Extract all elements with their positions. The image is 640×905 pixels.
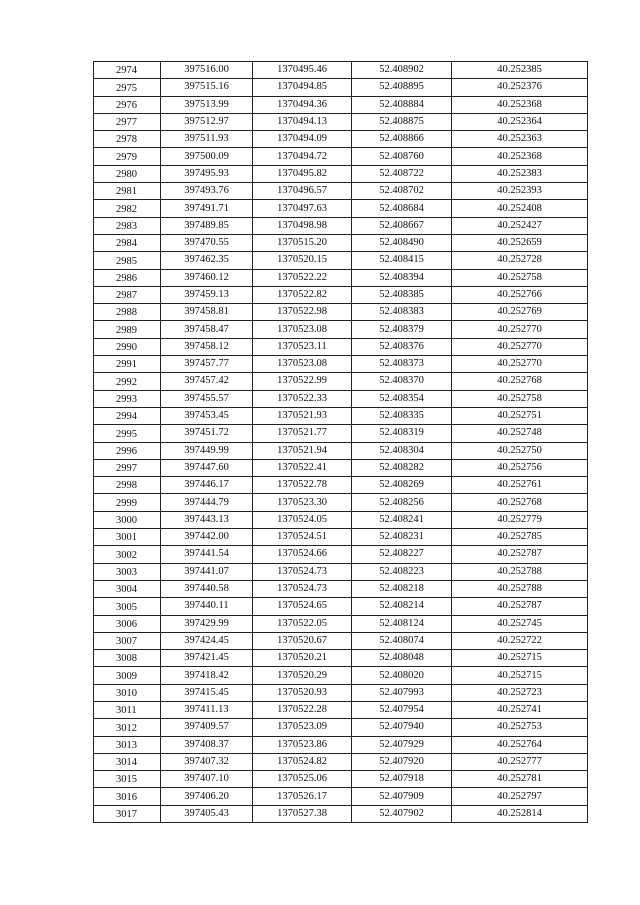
point-number-cell: 3011 xyxy=(94,701,161,718)
x-coordinate-cell: 397442.00 xyxy=(161,529,253,546)
y-coordinate-cell: 1370523.09 xyxy=(253,719,352,736)
x-coordinate-cell: 397458.47 xyxy=(161,321,253,338)
y-coordinate-cell: 1370522.33 xyxy=(253,390,352,407)
latitude-cell: 52.408269 xyxy=(352,477,452,494)
point-number-cell: 2994 xyxy=(94,407,161,424)
point-number-cell: 2992 xyxy=(94,373,161,390)
longitude-cell: 40.252750 xyxy=(452,442,588,459)
longitude-cell: 40.252376 xyxy=(452,79,588,96)
latitude-cell: 52.408376 xyxy=(352,338,452,355)
point-number-cell: 2975 xyxy=(94,79,161,96)
longitude-cell: 40.252368 xyxy=(452,96,588,113)
point-number-cell: 2997 xyxy=(94,459,161,476)
latitude-cell: 52.408702 xyxy=(352,183,452,200)
longitude-cell: 40.252768 xyxy=(452,494,588,511)
latitude-cell: 52.407929 xyxy=(352,736,452,753)
point-number-cell: 2978 xyxy=(94,131,161,148)
longitude-cell: 40.252756 xyxy=(452,459,588,476)
longitude-cell: 40.252364 xyxy=(452,113,588,130)
point-number-cell: 3003 xyxy=(94,563,161,580)
table-row xyxy=(94,321,588,338)
latitude-cell: 52.408383 xyxy=(352,304,452,321)
longitude-cell: 40.252787 xyxy=(452,546,588,563)
longitude-cell: 40.252408 xyxy=(452,200,588,217)
point-number-cell: 3012 xyxy=(94,719,161,736)
latitude-cell: 52.408385 xyxy=(352,286,452,303)
x-coordinate-cell: 397459.13 xyxy=(161,286,253,303)
table-row xyxy=(94,148,588,165)
latitude-cell: 52.408124 xyxy=(352,615,452,632)
point-number-cell: 3017 xyxy=(94,805,161,822)
x-coordinate-cell: 397495.93 xyxy=(161,165,253,182)
y-coordinate-cell: 1370522.22 xyxy=(253,269,352,286)
coordinates-table-body xyxy=(94,62,588,823)
table-row xyxy=(94,546,588,563)
x-coordinate-cell: 397458.12 xyxy=(161,338,253,355)
longitude-cell: 40.252766 xyxy=(452,286,588,303)
y-coordinate-cell: 1370522.82 xyxy=(253,286,352,303)
table-row xyxy=(94,771,588,788)
point-number-cell: 3006 xyxy=(94,615,161,632)
x-coordinate-cell: 397407.32 xyxy=(161,753,253,770)
latitude-cell: 52.408866 xyxy=(352,131,452,148)
longitude-cell: 40.252728 xyxy=(452,252,588,269)
latitude-cell: 52.408875 xyxy=(352,113,452,130)
y-coordinate-cell: 1370522.28 xyxy=(253,701,352,718)
point-number-cell: 3015 xyxy=(94,771,161,788)
y-coordinate-cell: 1370524.73 xyxy=(253,580,352,597)
latitude-cell: 52.408722 xyxy=(352,165,452,182)
x-coordinate-cell: 397513.99 xyxy=(161,96,253,113)
y-coordinate-cell: 1370520.29 xyxy=(253,667,352,684)
longitude-cell: 40.252715 xyxy=(452,650,588,667)
longitude-cell: 40.252770 xyxy=(452,321,588,338)
longitude-cell: 40.252741 xyxy=(452,701,588,718)
table-row xyxy=(94,425,588,442)
longitude-cell: 40.252385 xyxy=(452,62,588,79)
y-coordinate-cell: 1370520.15 xyxy=(253,252,352,269)
x-coordinate-cell: 397500.09 xyxy=(161,148,253,165)
longitude-cell: 40.252797 xyxy=(452,788,588,805)
x-coordinate-cell: 397405.43 xyxy=(161,805,253,822)
y-coordinate-cell: 1370522.41 xyxy=(253,459,352,476)
point-number-cell: 2977 xyxy=(94,113,161,130)
table-row xyxy=(94,269,588,286)
latitude-cell: 52.408415 xyxy=(352,252,452,269)
table-row xyxy=(94,234,588,251)
longitude-cell: 40.252787 xyxy=(452,598,588,615)
x-coordinate-cell: 397455.57 xyxy=(161,390,253,407)
table-row xyxy=(94,719,588,736)
point-number-cell: 2993 xyxy=(94,390,161,407)
x-coordinate-cell: 397446.17 xyxy=(161,477,253,494)
x-coordinate-cell: 397462.35 xyxy=(161,252,253,269)
x-coordinate-cell: 397409.57 xyxy=(161,719,253,736)
latitude-cell: 52.407909 xyxy=(352,788,452,805)
latitude-cell: 52.407902 xyxy=(352,805,452,822)
y-coordinate-cell: 1370523.08 xyxy=(253,356,352,373)
table-row xyxy=(94,580,588,597)
y-coordinate-cell: 1370520.21 xyxy=(253,650,352,667)
y-coordinate-cell: 1370521.93 xyxy=(253,407,352,424)
x-coordinate-cell: 397447.60 xyxy=(161,459,253,476)
point-number-cell: 3004 xyxy=(94,580,161,597)
longitude-cell: 40.252764 xyxy=(452,736,588,753)
y-coordinate-cell: 1370521.94 xyxy=(253,442,352,459)
latitude-cell: 52.408335 xyxy=(352,407,452,424)
longitude-cell: 40.252758 xyxy=(452,269,588,286)
table-row xyxy=(94,753,588,770)
x-coordinate-cell: 397411.13 xyxy=(161,701,253,718)
latitude-cell: 52.408241 xyxy=(352,511,452,528)
y-coordinate-cell: 1370521.77 xyxy=(253,425,352,442)
point-number-cell: 3002 xyxy=(94,546,161,563)
table-row xyxy=(94,788,588,805)
longitude-cell: 40.252779 xyxy=(452,511,588,528)
x-coordinate-cell: 397493.76 xyxy=(161,183,253,200)
longitude-cell: 40.252814 xyxy=(452,805,588,822)
table-row xyxy=(94,62,588,79)
point-number-cell: 3005 xyxy=(94,598,161,615)
point-number-cell: 2989 xyxy=(94,321,161,338)
y-coordinate-cell: 1370524.65 xyxy=(253,598,352,615)
x-coordinate-cell: 397489.85 xyxy=(161,217,253,234)
longitude-cell: 40.252758 xyxy=(452,390,588,407)
longitude-cell: 40.252788 xyxy=(452,580,588,597)
point-number-cell: 2976 xyxy=(94,96,161,113)
table-row xyxy=(94,494,588,511)
y-coordinate-cell: 1370525.06 xyxy=(253,771,352,788)
point-number-cell: 2990 xyxy=(94,338,161,355)
latitude-cell: 52.408214 xyxy=(352,598,452,615)
x-coordinate-cell: 397421.45 xyxy=(161,650,253,667)
latitude-cell: 52.408231 xyxy=(352,529,452,546)
latitude-cell: 52.407920 xyxy=(352,753,452,770)
latitude-cell: 52.408379 xyxy=(352,321,452,338)
latitude-cell: 52.408760 xyxy=(352,148,452,165)
x-coordinate-cell: 397406.20 xyxy=(161,788,253,805)
y-coordinate-cell: 1370524.51 xyxy=(253,529,352,546)
table-row xyxy=(94,373,588,390)
point-number-cell: 2985 xyxy=(94,252,161,269)
point-number-cell: 3016 xyxy=(94,788,161,805)
longitude-cell: 40.252723 xyxy=(452,684,588,701)
point-number-cell: 2998 xyxy=(94,477,161,494)
latitude-cell: 52.408373 xyxy=(352,356,452,373)
point-number-cell: 3000 xyxy=(94,511,161,528)
x-coordinate-cell: 397470.55 xyxy=(161,234,253,251)
y-coordinate-cell: 1370515.20 xyxy=(253,234,352,251)
y-coordinate-cell: 1370526.17 xyxy=(253,788,352,805)
y-coordinate-cell: 1370523.86 xyxy=(253,736,352,753)
longitude-cell: 40.252788 xyxy=(452,563,588,580)
longitude-cell: 40.252781 xyxy=(452,771,588,788)
longitude-cell: 40.252393 xyxy=(452,183,588,200)
longitude-cell: 40.252751 xyxy=(452,407,588,424)
y-coordinate-cell: 1370494.72 xyxy=(253,148,352,165)
table-row xyxy=(94,338,588,355)
table-row xyxy=(94,684,588,701)
table-row xyxy=(94,736,588,753)
x-coordinate-cell: 397515.16 xyxy=(161,79,253,96)
y-coordinate-cell: 1370524.82 xyxy=(253,753,352,770)
latitude-cell: 52.408227 xyxy=(352,546,452,563)
table-row xyxy=(94,563,588,580)
table-row xyxy=(94,407,588,424)
point-number-cell: 2986 xyxy=(94,269,161,286)
x-coordinate-cell: 397407.10 xyxy=(161,771,253,788)
y-coordinate-cell: 1370524.73 xyxy=(253,563,352,580)
y-coordinate-cell: 1370495.46 xyxy=(253,62,352,79)
longitude-cell: 40.252753 xyxy=(452,719,588,736)
point-number-cell: 2987 xyxy=(94,286,161,303)
table-row xyxy=(94,650,588,667)
x-coordinate-cell: 397415.45 xyxy=(161,684,253,701)
table-row xyxy=(94,805,588,822)
point-number-cell: 2982 xyxy=(94,200,161,217)
x-coordinate-cell: 397512.97 xyxy=(161,113,253,130)
y-coordinate-cell: 1370522.78 xyxy=(253,477,352,494)
y-coordinate-cell: 1370523.30 xyxy=(253,494,352,511)
x-coordinate-cell: 397449.99 xyxy=(161,442,253,459)
table-row xyxy=(94,529,588,546)
x-coordinate-cell: 397408.37 xyxy=(161,736,253,753)
latitude-cell: 52.408020 xyxy=(352,667,452,684)
point-number-cell: 2974 xyxy=(94,62,161,79)
latitude-cell: 52.408895 xyxy=(352,79,452,96)
latitude-cell: 52.408048 xyxy=(352,650,452,667)
longitude-cell: 40.252777 xyxy=(452,753,588,770)
x-coordinate-cell: 397443.13 xyxy=(161,511,253,528)
y-coordinate-cell: 1370522.05 xyxy=(253,615,352,632)
table-row xyxy=(94,598,588,615)
table-row xyxy=(94,459,588,476)
point-number-cell: 2984 xyxy=(94,234,161,251)
latitude-cell: 52.408282 xyxy=(352,459,452,476)
latitude-cell: 52.408354 xyxy=(352,390,452,407)
point-number-cell: 3009 xyxy=(94,667,161,684)
latitude-cell: 52.408884 xyxy=(352,96,452,113)
table-row xyxy=(94,477,588,494)
latitude-cell: 52.408319 xyxy=(352,425,452,442)
longitude-cell: 40.252785 xyxy=(452,529,588,546)
table-row xyxy=(94,632,588,649)
table-row xyxy=(94,615,588,632)
latitude-cell: 52.407954 xyxy=(352,701,452,718)
longitude-cell: 40.252659 xyxy=(452,234,588,251)
x-coordinate-cell: 397441.54 xyxy=(161,546,253,563)
longitude-cell: 40.252768 xyxy=(452,373,588,390)
table-row xyxy=(94,304,588,321)
longitude-cell: 40.252383 xyxy=(452,165,588,182)
longitude-cell: 40.252770 xyxy=(452,338,588,355)
longitude-cell: 40.252368 xyxy=(452,148,588,165)
y-coordinate-cell: 1370494.85 xyxy=(253,79,352,96)
longitude-cell: 40.252761 xyxy=(452,477,588,494)
latitude-cell: 52.407940 xyxy=(352,719,452,736)
table-row xyxy=(94,390,588,407)
longitude-cell: 40.252770 xyxy=(452,356,588,373)
latitude-cell: 52.407918 xyxy=(352,771,452,788)
y-coordinate-cell: 1370494.09 xyxy=(253,131,352,148)
longitude-cell: 40.252748 xyxy=(452,425,588,442)
table-row xyxy=(94,113,588,130)
x-coordinate-cell: 397440.11 xyxy=(161,598,253,615)
table-row xyxy=(94,701,588,718)
table-row xyxy=(94,442,588,459)
longitude-cell: 40.252722 xyxy=(452,632,588,649)
table-row xyxy=(94,183,588,200)
y-coordinate-cell: 1370523.08 xyxy=(253,321,352,338)
table-row xyxy=(94,217,588,234)
table-row xyxy=(94,667,588,684)
latitude-cell: 52.408370 xyxy=(352,373,452,390)
x-coordinate-cell: 397511.93 xyxy=(161,131,253,148)
x-coordinate-cell: 397444.79 xyxy=(161,494,253,511)
point-number-cell: 2980 xyxy=(94,165,161,182)
table-row xyxy=(94,79,588,96)
table-row xyxy=(94,165,588,182)
latitude-cell: 52.408684 xyxy=(352,200,452,217)
x-coordinate-cell: 397457.77 xyxy=(161,356,253,373)
y-coordinate-cell: 1370520.93 xyxy=(253,684,352,701)
y-coordinate-cell: 1370522.98 xyxy=(253,304,352,321)
coordinates-table xyxy=(93,61,588,823)
latitude-cell: 52.408394 xyxy=(352,269,452,286)
table-row xyxy=(94,286,588,303)
latitude-cell: 52.408667 xyxy=(352,217,452,234)
point-number-cell: 3014 xyxy=(94,753,161,770)
table-row xyxy=(94,96,588,113)
point-number-cell: 2988 xyxy=(94,304,161,321)
x-coordinate-cell: 397441.07 xyxy=(161,563,253,580)
longitude-cell: 40.252363 xyxy=(452,131,588,148)
table-row xyxy=(94,356,588,373)
y-coordinate-cell: 1370494.36 xyxy=(253,96,352,113)
latitude-cell: 52.408218 xyxy=(352,580,452,597)
table-row xyxy=(94,511,588,528)
table-row xyxy=(94,252,588,269)
y-coordinate-cell: 1370496.57 xyxy=(253,183,352,200)
point-number-cell: 2991 xyxy=(94,356,161,373)
y-coordinate-cell: 1370520.67 xyxy=(253,632,352,649)
point-number-cell: 2983 xyxy=(94,217,161,234)
latitude-cell: 52.408074 xyxy=(352,632,452,649)
point-number-cell: 3008 xyxy=(94,650,161,667)
table-row xyxy=(94,131,588,148)
x-coordinate-cell: 397458.81 xyxy=(161,304,253,321)
x-coordinate-cell: 397460.12 xyxy=(161,269,253,286)
table-row xyxy=(94,200,588,217)
point-number-cell: 2996 xyxy=(94,442,161,459)
latitude-cell: 52.408223 xyxy=(352,563,452,580)
latitude-cell: 52.408256 xyxy=(352,494,452,511)
latitude-cell: 52.408490 xyxy=(352,234,452,251)
latitude-cell: 52.408902 xyxy=(352,62,452,79)
point-number-cell: 3001 xyxy=(94,529,161,546)
longitude-cell: 40.252745 xyxy=(452,615,588,632)
x-coordinate-cell: 397418.42 xyxy=(161,667,253,684)
x-coordinate-cell: 397457.42 xyxy=(161,373,253,390)
x-coordinate-cell: 397491.71 xyxy=(161,200,253,217)
point-number-cell: 2981 xyxy=(94,183,161,200)
point-number-cell: 2995 xyxy=(94,425,161,442)
point-number-cell: 3007 xyxy=(94,632,161,649)
y-coordinate-cell: 1370497.63 xyxy=(253,200,352,217)
y-coordinate-cell: 1370522.99 xyxy=(253,373,352,390)
latitude-cell: 52.407993 xyxy=(352,684,452,701)
y-coordinate-cell: 1370524.66 xyxy=(253,546,352,563)
x-coordinate-cell: 397429.99 xyxy=(161,615,253,632)
x-coordinate-cell: 397451.72 xyxy=(161,425,253,442)
point-number-cell: 2999 xyxy=(94,494,161,511)
y-coordinate-cell: 1370495.82 xyxy=(253,165,352,182)
y-coordinate-cell: 1370523.11 xyxy=(253,338,352,355)
y-coordinate-cell: 1370494.13 xyxy=(253,113,352,130)
y-coordinate-cell: 1370527.38 xyxy=(253,805,352,822)
point-number-cell: 3010 xyxy=(94,684,161,701)
x-coordinate-cell: 397516.00 xyxy=(161,62,253,79)
x-coordinate-cell: 397440.58 xyxy=(161,580,253,597)
longitude-cell: 40.252769 xyxy=(452,304,588,321)
longitude-cell: 40.252715 xyxy=(452,667,588,684)
point-number-cell: 3013 xyxy=(94,736,161,753)
y-coordinate-cell: 1370498.98 xyxy=(253,217,352,234)
x-coordinate-cell: 397453.45 xyxy=(161,407,253,424)
point-number-cell: 2979 xyxy=(94,148,161,165)
y-coordinate-cell: 1370524.05 xyxy=(253,511,352,528)
x-coordinate-cell: 397424.45 xyxy=(161,632,253,649)
latitude-cell: 52.408304 xyxy=(352,442,452,459)
longitude-cell: 40.252427 xyxy=(452,217,588,234)
